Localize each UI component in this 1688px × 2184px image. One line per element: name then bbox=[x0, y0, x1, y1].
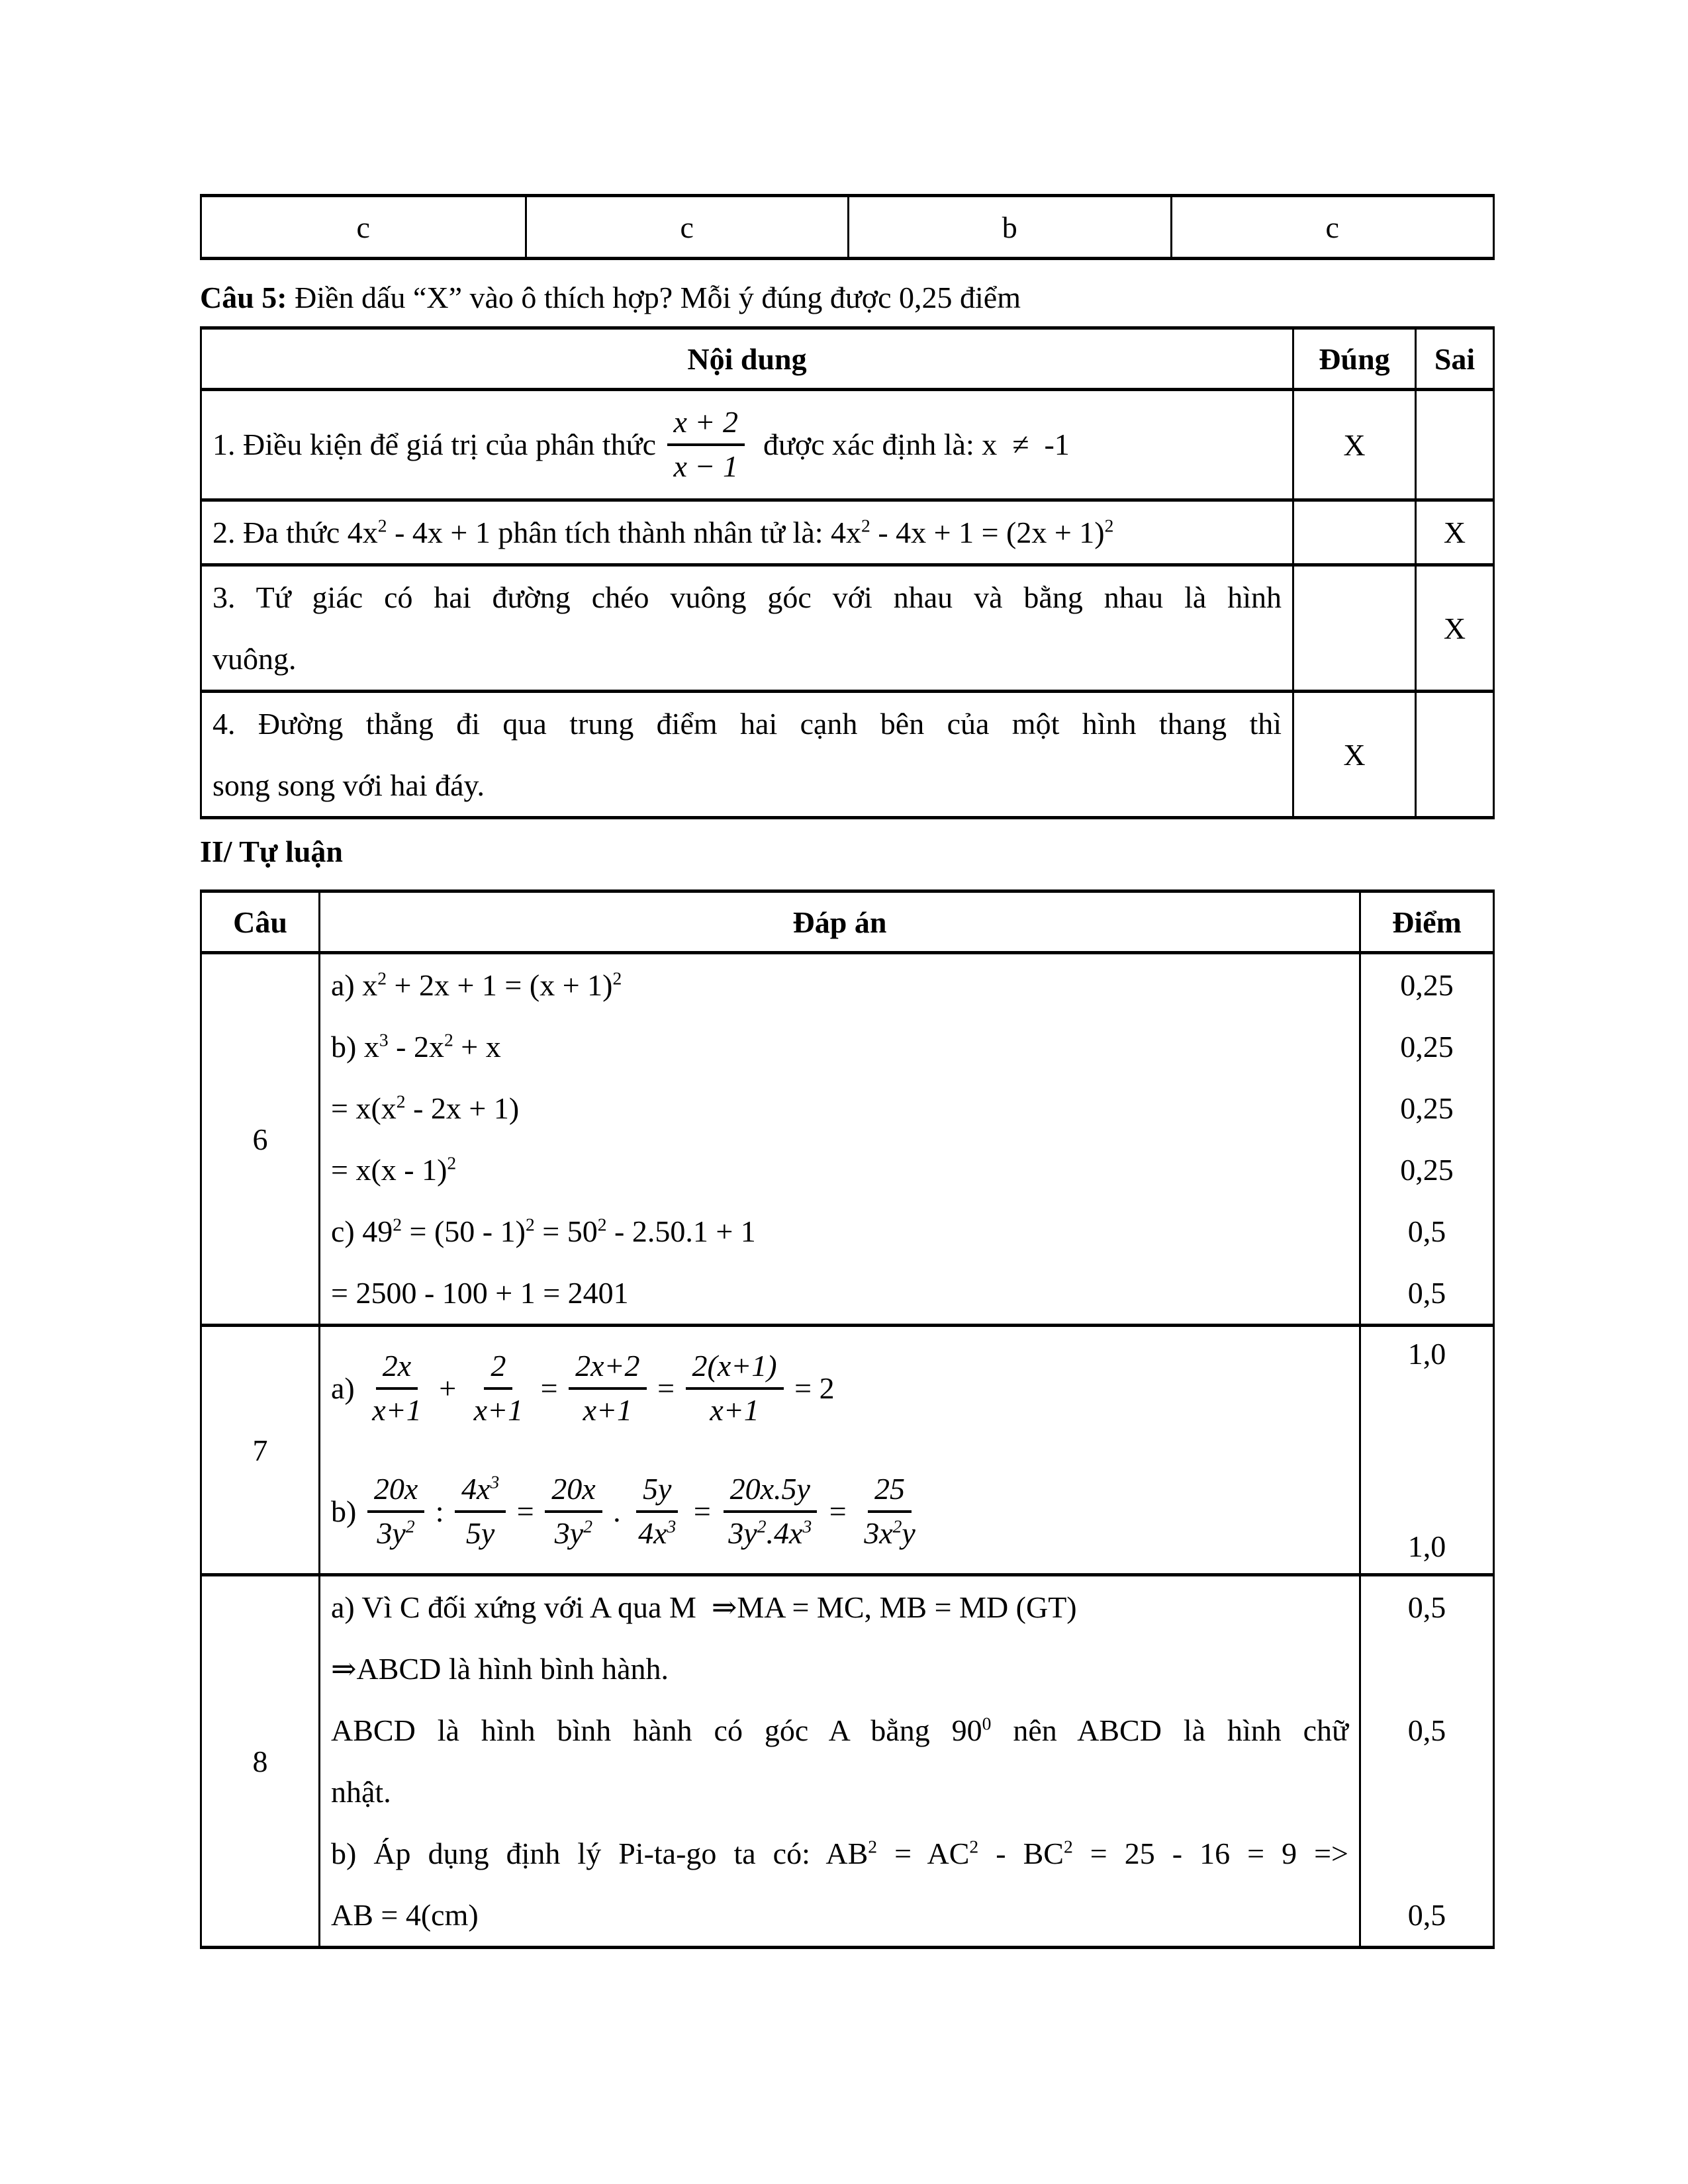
col-header-cau: Câu bbox=[233, 905, 287, 939]
text: x − 1 bbox=[673, 449, 738, 483]
score-cell: 0,25 bbox=[1359, 951, 1493, 1016]
fraction-numerator bbox=[545, 1471, 602, 1513]
false-mark-cell bbox=[1415, 690, 1493, 816]
text: - 2.50.1 + 1 bbox=[606, 1214, 756, 1248]
text: 3x bbox=[864, 1516, 893, 1550]
text: = x(x - 1) bbox=[331, 1153, 447, 1187]
superscript: 2 bbox=[377, 515, 387, 536]
text: 3y bbox=[377, 1516, 406, 1550]
section2-heading: II/ Tự luận bbox=[200, 835, 343, 868]
cau5-heading bbox=[200, 277, 1495, 318]
score-cell: 1,0 bbox=[1359, 1324, 1493, 1450]
score-cell: 0,25 bbox=[1359, 1016, 1493, 1077]
answer-cell bbox=[318, 1884, 1359, 1946]
text: 2(x+1) bbox=[692, 1349, 777, 1383]
text: 3. Tứ giác có hai đường chéo vuông góc với nhau và bằng nhau là hình bbox=[212, 580, 1282, 614]
score-cell: 0,5 bbox=[1359, 1201, 1493, 1262]
answer-cell bbox=[318, 1262, 1359, 1324]
answer-line bbox=[331, 1823, 1348, 1884]
superscript: 2 bbox=[525, 1214, 535, 1235]
superscript: 2 bbox=[861, 515, 870, 536]
text: x+1 bbox=[583, 1393, 633, 1427]
text: x+1 bbox=[372, 1393, 422, 1427]
text: b) Áp dụng định lý Pi-ta-go ta có: AB bbox=[331, 1837, 868, 1870]
question-number: 8 bbox=[202, 1573, 318, 1946]
false-mark-cell: X bbox=[1415, 498, 1493, 563]
statement-cell bbox=[202, 388, 1292, 498]
answer-line bbox=[331, 1884, 1348, 1946]
true-mark-cell bbox=[1292, 563, 1415, 690]
text: - 4x + 1 phân tích thành nhân tử là: 4x bbox=[387, 516, 862, 549]
true-false-table bbox=[200, 326, 1495, 819]
superscript: 2 bbox=[597, 1214, 607, 1235]
fraction-denominator bbox=[632, 1513, 682, 1553]
cau5-instruction: Điền dấu “X” vào ô thích hợp? Mỗi ý đúng được 0,25 điểm bbox=[287, 281, 1021, 314]
fraction-numerator bbox=[724, 1471, 817, 1513]
superscript: 3 bbox=[379, 1029, 389, 1050]
text: 3y bbox=[554, 1516, 584, 1550]
answer-line bbox=[331, 1016, 1348, 1077]
text: song song với hai đáy. bbox=[212, 768, 485, 802]
text: a) x bbox=[331, 968, 378, 1002]
text: vuông. bbox=[212, 642, 297, 676]
answer-line bbox=[331, 954, 1348, 1016]
fraction-numerator bbox=[636, 1471, 678, 1513]
answer-line bbox=[331, 1700, 1348, 1761]
fraction bbox=[722, 1471, 818, 1553]
col-header-sai: Sai bbox=[1415, 330, 1493, 388]
superscript: 3 bbox=[490, 1471, 500, 1492]
superscript: 2 bbox=[393, 1214, 402, 1235]
text: = 2 bbox=[786, 1371, 835, 1405]
fraction-denominator bbox=[370, 1513, 421, 1553]
text: = bbox=[509, 1494, 542, 1528]
answer-line bbox=[331, 1262, 1348, 1324]
statement-line bbox=[212, 693, 1282, 754]
answer-cell bbox=[318, 1201, 1359, 1262]
text: 20x bbox=[373, 1472, 418, 1506]
answer-cell bbox=[318, 1324, 1359, 1450]
false-mark-cell: X bbox=[1415, 563, 1493, 690]
text: 4. Đường thẳng đi qua trung điểm hai cạnh bên của một hình thang thì bbox=[212, 707, 1282, 741]
text: = x(x bbox=[331, 1091, 397, 1125]
statement-line bbox=[212, 502, 1282, 563]
text: a) bbox=[331, 1371, 363, 1405]
fraction-numerator bbox=[868, 1471, 912, 1513]
superscript: 2 bbox=[583, 1516, 593, 1537]
text: = bbox=[649, 1371, 682, 1405]
fraction bbox=[686, 1347, 784, 1430]
statement-line bbox=[212, 754, 1282, 816]
statement-cell bbox=[202, 498, 1292, 563]
text: 4x bbox=[638, 1516, 667, 1550]
fraction-denominator bbox=[548, 1513, 599, 1553]
text: = bbox=[821, 1494, 855, 1528]
fraction-denominator bbox=[722, 1513, 818, 1553]
statement-line bbox=[212, 391, 1282, 498]
fraction bbox=[667, 404, 745, 486]
superscript: 2 bbox=[447, 1152, 457, 1173]
fraction-denominator bbox=[577, 1390, 639, 1430]
superscript: 2 bbox=[868, 1836, 878, 1857]
fraction bbox=[569, 1347, 646, 1430]
score-cell: 0,5 bbox=[1359, 1573, 1493, 1638]
text: 2. Đa thức 4x bbox=[212, 516, 378, 549]
text: ABCD là hình bình hành có góc A bằng 90 bbox=[331, 1713, 982, 1747]
fraction-denominator bbox=[365, 1390, 428, 1430]
score-cell: 0,5 bbox=[1359, 1884, 1493, 1946]
col-header-dap-an: Đáp án bbox=[318, 893, 1359, 951]
text: được xác định là: x ≠ -1 bbox=[747, 427, 1070, 461]
cau5-label: Câu 5: bbox=[200, 281, 287, 314]
text: x + 2 bbox=[673, 405, 738, 439]
superscript: 2 bbox=[969, 1836, 979, 1857]
superscript: 2 bbox=[1104, 515, 1114, 536]
text: 5y bbox=[465, 1516, 495, 1550]
superscript: 3 bbox=[667, 1516, 677, 1537]
text: = (50 - 1) bbox=[402, 1214, 526, 1248]
answer-cell bbox=[318, 1700, 1359, 1761]
answer-cell bbox=[318, 1761, 1359, 1823]
text: a) Vì C đối xứng với A qua M ⇒MA = MC, MB = MD (GT) bbox=[331, 1590, 1077, 1624]
text: 20x.5y bbox=[729, 1472, 810, 1506]
score-cell: 0,5 bbox=[1359, 1262, 1493, 1324]
text: 4x bbox=[461, 1472, 491, 1506]
answer-line bbox=[331, 1450, 1348, 1573]
score-cell: 0,25 bbox=[1359, 1077, 1493, 1139]
col-header-dung: Đúng bbox=[1292, 330, 1415, 388]
statement-cell bbox=[202, 690, 1292, 816]
text: nhật. bbox=[331, 1775, 391, 1809]
text: 1. Điều kiện để giá trị của phân thức bbox=[212, 427, 664, 461]
true-mark-cell: X bbox=[1292, 388, 1415, 498]
text: .4x bbox=[766, 1516, 803, 1550]
fraction bbox=[545, 1471, 602, 1553]
text: ⇒ABCD là hình bình hành. bbox=[331, 1652, 669, 1686]
fraction-numerator bbox=[484, 1347, 512, 1390]
text: = bbox=[533, 1371, 566, 1405]
superscript: 2 bbox=[377, 968, 387, 989]
fraction-numerator bbox=[376, 1347, 418, 1390]
text: + bbox=[431, 1371, 464, 1405]
mc-answer-cell: c bbox=[356, 210, 370, 244]
text: - 2x bbox=[388, 1030, 444, 1064]
text: AB = 4(cm) bbox=[331, 1898, 479, 1932]
answer-line bbox=[331, 1638, 1348, 1700]
text: = AC bbox=[877, 1837, 970, 1870]
text: + x bbox=[453, 1030, 501, 1064]
superscript: 2 bbox=[612, 968, 622, 989]
text: x+1 bbox=[473, 1393, 524, 1427]
fraction bbox=[367, 1471, 424, 1553]
col-header-diem: Điểm bbox=[1359, 893, 1493, 951]
superscript: 2 bbox=[405, 1516, 415, 1537]
answer-cell bbox=[318, 1573, 1359, 1638]
text: - BC bbox=[978, 1837, 1064, 1870]
fraction bbox=[632, 1471, 682, 1553]
text: = bbox=[686, 1494, 719, 1528]
statement-cell bbox=[202, 563, 1292, 690]
superscript: 2 bbox=[396, 1091, 406, 1112]
fraction bbox=[365, 1347, 428, 1430]
text: - 4x + 1 = (2x + 1) bbox=[870, 516, 1105, 549]
text: 2x+2 bbox=[575, 1349, 640, 1383]
text: = 2500 - 100 + 1 = 2401 bbox=[331, 1276, 629, 1310]
mc-answer-cell: c bbox=[525, 197, 848, 257]
true-mark-cell: X bbox=[1292, 690, 1415, 816]
mc-answer-cell: b bbox=[847, 197, 1170, 257]
text: 25 bbox=[874, 1472, 905, 1506]
fraction-numerator bbox=[667, 404, 745, 446]
fraction bbox=[455, 1471, 506, 1553]
answer-cell bbox=[318, 1638, 1359, 1700]
mc-answer-table bbox=[200, 194, 1495, 260]
text: + 2x + 1 = (x + 1) bbox=[387, 968, 613, 1002]
fraction-denominator bbox=[667, 446, 745, 486]
text: b) bbox=[331, 1494, 364, 1528]
score-cell bbox=[1359, 1638, 1493, 1700]
answer-cell bbox=[318, 1450, 1359, 1573]
true-mark-cell bbox=[1292, 498, 1415, 563]
answer-line bbox=[331, 1139, 1348, 1201]
score-cell: 0,25 bbox=[1359, 1139, 1493, 1201]
score-cell: 1,0 bbox=[1359, 1450, 1493, 1573]
question-number: 7 bbox=[202, 1324, 318, 1573]
superscript: 2 bbox=[444, 1029, 453, 1050]
fraction-denominator bbox=[467, 1390, 530, 1430]
score-cell bbox=[1359, 1823, 1493, 1884]
answer-cell bbox=[318, 1077, 1359, 1139]
text: . bbox=[605, 1494, 629, 1528]
superscript: 2 bbox=[1063, 1836, 1073, 1857]
question-number: 6 bbox=[202, 951, 318, 1324]
fraction bbox=[857, 1471, 922, 1553]
statement-line bbox=[212, 567, 1282, 628]
mc-answer-cell: c bbox=[1170, 197, 1493, 257]
answer-cell bbox=[318, 1823, 1359, 1884]
exam-answer-sheet bbox=[200, 194, 1495, 1949]
fraction-numerator bbox=[367, 1471, 424, 1513]
text: 2 bbox=[491, 1349, 506, 1383]
answer-cell bbox=[318, 951, 1359, 1016]
text: 3y bbox=[728, 1516, 757, 1550]
false-mark-cell bbox=[1415, 388, 1493, 498]
col-header-noi-dung: Nội dung bbox=[687, 341, 807, 376]
score-cell: 0,5 bbox=[1359, 1700, 1493, 1761]
fraction bbox=[467, 1347, 530, 1430]
text: y bbox=[902, 1516, 915, 1550]
answer-line bbox=[331, 1576, 1348, 1638]
text: 20x bbox=[551, 1472, 596, 1506]
fraction-numerator bbox=[569, 1347, 646, 1390]
fraction-denominator bbox=[703, 1390, 765, 1430]
statement-line bbox=[212, 628, 1282, 690]
answer-cell bbox=[318, 1139, 1359, 1201]
superscript: 2 bbox=[757, 1516, 767, 1537]
answer-line bbox=[331, 1761, 1348, 1823]
superscript: 0 bbox=[982, 1713, 992, 1734]
text: b) x bbox=[331, 1030, 379, 1064]
score-cell bbox=[1359, 1761, 1493, 1823]
text: = 50 bbox=[534, 1214, 598, 1248]
fraction-denominator bbox=[459, 1513, 501, 1553]
answer-line bbox=[331, 1327, 1348, 1450]
text: : bbox=[428, 1494, 452, 1528]
answer-line bbox=[331, 1201, 1348, 1262]
text: - 2x + 1) bbox=[405, 1091, 520, 1125]
essay-answer-table bbox=[200, 889, 1495, 1949]
answer-cell bbox=[318, 1016, 1359, 1077]
fraction-denominator bbox=[857, 1513, 922, 1553]
fraction-numerator bbox=[686, 1347, 784, 1390]
superscript: 2 bbox=[892, 1516, 902, 1537]
answer-line bbox=[331, 1077, 1348, 1139]
text: = 25 - 16 = 9 => bbox=[1072, 1837, 1348, 1870]
text: 5y bbox=[643, 1472, 672, 1506]
text: x+1 bbox=[710, 1393, 759, 1427]
text: 2x bbox=[382, 1349, 412, 1383]
superscript: 3 bbox=[802, 1516, 812, 1537]
text: c) 49 bbox=[331, 1214, 393, 1248]
text: nên ABCD là hình chữ bbox=[991, 1713, 1348, 1747]
fraction-numerator bbox=[455, 1471, 506, 1513]
